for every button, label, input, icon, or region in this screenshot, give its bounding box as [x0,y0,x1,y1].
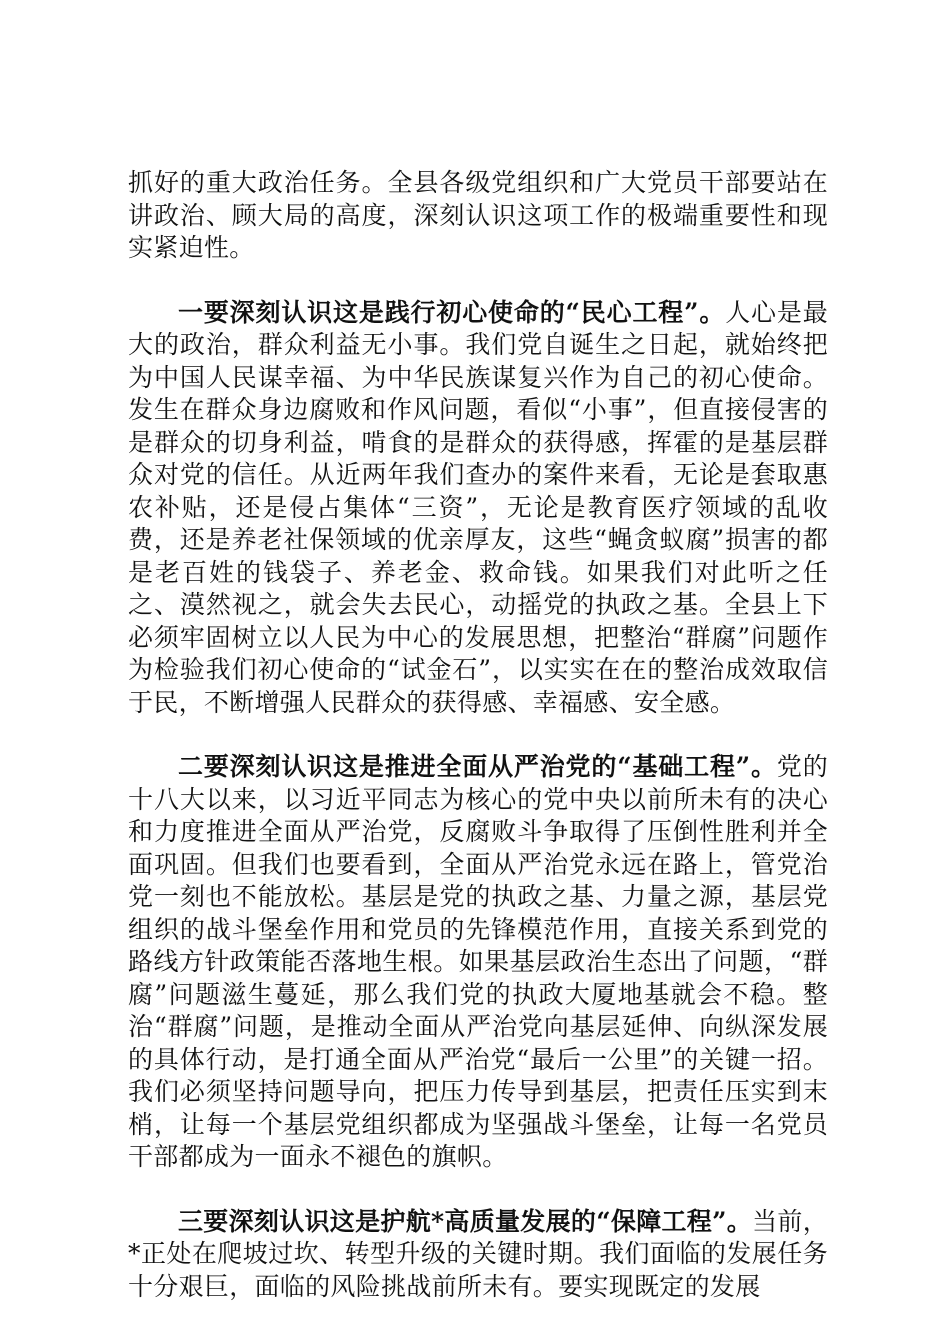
paragraph-spacer [128,719,828,751]
paragraph-spacer [128,265,828,297]
paragraph-body: 当前，*正处在爬坡过坎、转型升级的关键时期。我们面临的发展任务十分艰巨，面临的风险挑战前所未有。要实现既定的发展 [128,1206,828,1301]
paragraph-spacer [128,1174,828,1206]
paragraph-continuation [128,167,828,265]
paragraph-lead-heading: 三要深刻认识这是护航*高质量发展的“保障工程”。 [178,1206,753,1236]
paragraph-body: 党的十八大以来，以习近平同志为核心的党中央以前所未有的决心和力度推进全面从严治党，反腐败斗争取得了压倒性胜利并全面巩固。但我们也要看到，全面从严治党永远在路上，管党治党一刻也不能放松。基层是党的执政之基、力量之源，基层党组织的战斗堡垒作用和党员的先锋模范作用，直接关系到党的路线方针政策能否落地生根。如果基层政治生态出了问题，“群腐”问题滋生蔓延，那么我们党的执政大厦地基就会不稳。整治“群腐”问题，是推动全面从严治党向基层延伸、向纵深发展的具体行动，是打通全面从严治党“最后一公里”的关键一招。我们必须坚持问题导向，把压力传导到基层，把责任压实到末梢，让每一个基层党组织都成为坚强战斗堡垒，让每一名党员干部都成为一面永不褪色的旗帜。 [128,752,828,1171]
paragraph-lead-heading: 一要深刻认识这是践行初心使命的“民心工程”。 [178,297,726,327]
paragraph-foundation-project [128,751,828,1174]
paragraph-lead-heading: 二要深刻认识这是推进全面从严治党的“基础工程”。 [178,752,777,781]
paragraph-guarantee-project [128,1206,828,1304]
paragraph-body: 抓好的重大政治任务。全县各级党组织和广大党员干部要站在讲政治、顾大局的高度，深刻认识这项工作的极端重要性和现实紧迫性。 [128,168,828,262]
document-page [128,167,828,1303]
paragraph-people-project [128,297,828,720]
paragraph-body: 人心是最大的政治，群众利益无小事。我们党自诞生之日起，就始终把为中国人民谋幸福、为中华民族谋复兴作为自己的初心使命。发生在群众身边腐败和作风问题，看似“小事”，但直接侵害的是群众的切身利益，啃食的是群众的获得感，挥霍的是基层群众对党的信任。从近两年我们查办的案件来看，无论是套取惠农补贴，还是侵占集体“三资”，无论是教育医疗领域的乱收费，还是养老社保领域的优亲厚友，这些“蝇贪蚁腐”损害的都是老百姓的钱袋子、养老金、救命钱。如果我们对此听之任之、漠然视之，就会失去民心，动摇党的执政之基。全县上下必须牢固树立以人民为中心的发展思想，把整治“群腐”问题作为检验我们初心使命的“试金石”，以实实在在的整治成效取信于民，不断增强人民群众的获得感、幸福感、安全感。 [128,297,828,717]
